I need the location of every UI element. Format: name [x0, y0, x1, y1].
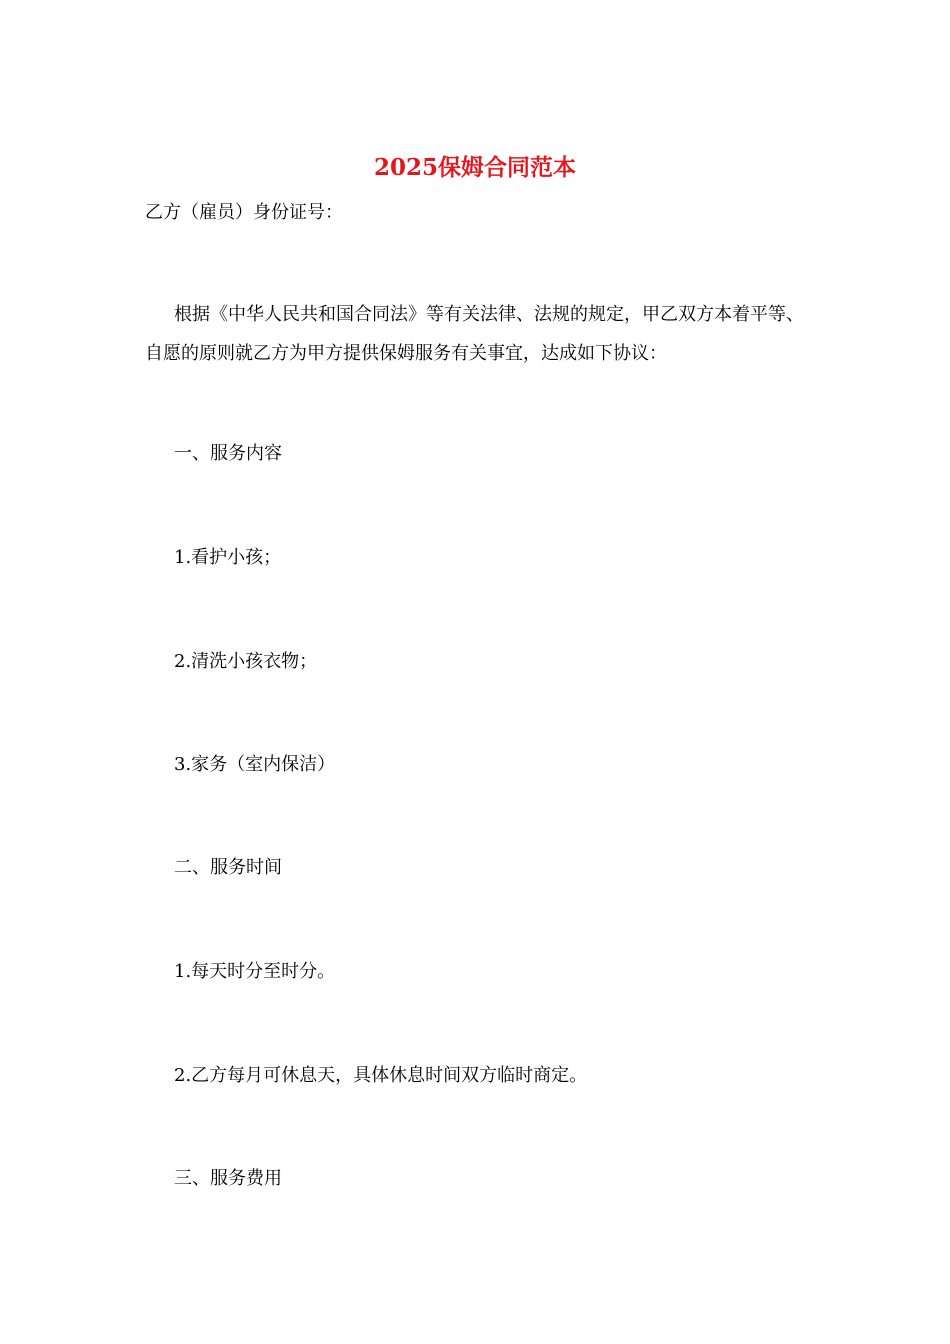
section-heading-service-time: 二、服务时间 — [174, 857, 282, 878]
list-item: 1.看护小孩； — [174, 547, 282, 568]
list-item: 2.乙方每月可休息天，具体休息时间双方临时商定。 — [174, 1065, 588, 1086]
document-title: 2025保姆合同范本 — [373, 154, 576, 181]
section-heading-service-content: 一、服务内容 — [174, 443, 282, 464]
intro-paragraph: 根据《中华人民共和国合同法》等有关法律、法规的规定，甲乙双方本着平等、自愿的原则就乙方为甲方提供保姆服务有关事宜，达成如下协议： — [145, 304, 804, 364]
list-item: 1.每天时分至时分。 — [174, 961, 336, 982]
party-b-id-line: 乙方（雇员）身份证号： — [145, 202, 343, 223]
list-item: 2.清洗小孩衣物； — [174, 651, 318, 672]
section-heading-service-fee: 三、服务费用 — [174, 1168, 282, 1189]
list-item: 3.家务（室内保洁） — [174, 754, 336, 775]
